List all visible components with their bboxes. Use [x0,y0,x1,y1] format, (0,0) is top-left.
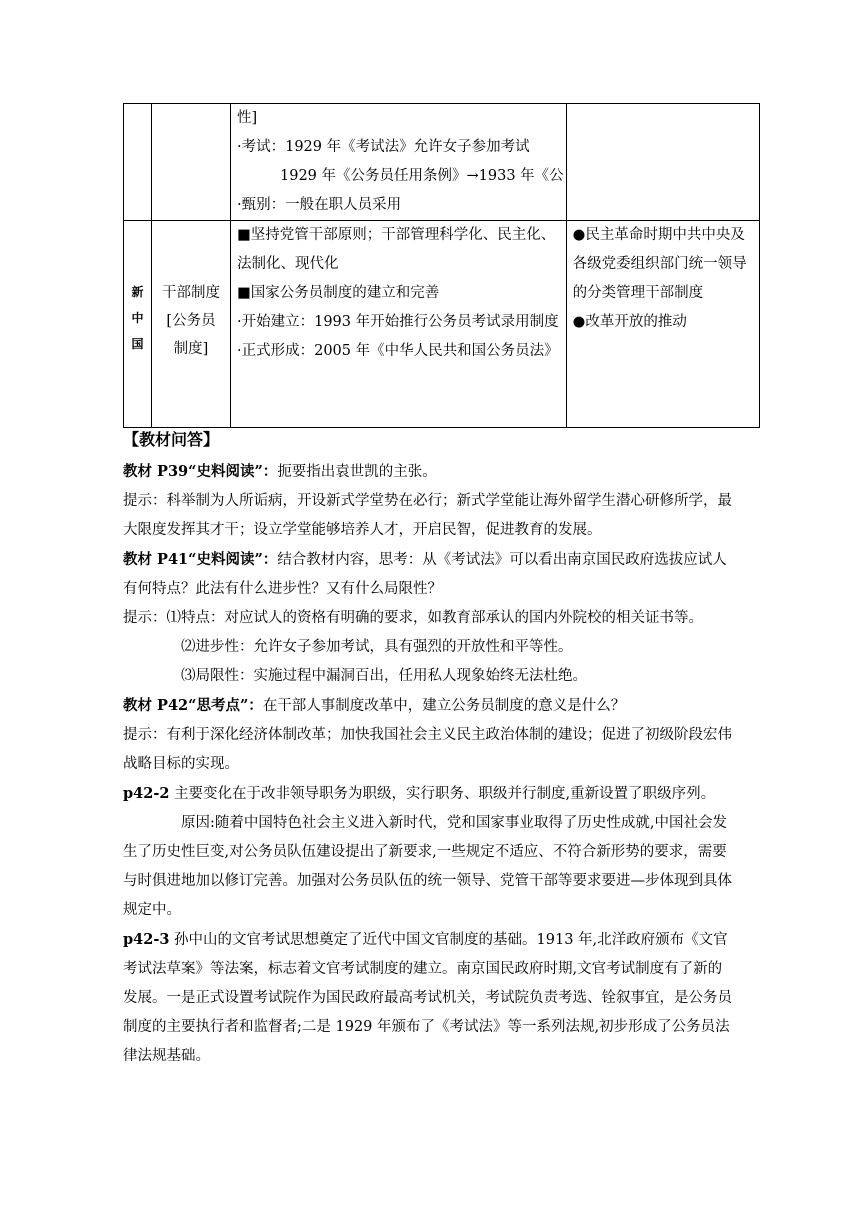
section-heading: 【教材问答】 [123,430,220,449]
question-text: 扼要指出袁世凯的主张。 [277,464,437,480]
table-text-line: 1929 年《公务员任用条例》→1933 年《公 [280,168,564,184]
question-text: 在干部人事制度改革中，建立公务员制度的意义是什么？ [262,698,626,714]
content-cell [231,104,567,221]
era-char: 中 [131,311,144,325]
comparison-table [123,103,760,428]
qa-answer: 提示：有利于深化经济体制改革；加快我国社会主义民主政治体制的建设；促进了初级阶段宏伟战略目标的实现。 [123,727,732,772]
question-label: 教材 P41“史料阅读”： [123,551,278,568]
table-text-line: ·甄别：一般在职人员采用 [237,197,402,213]
table-text-line: ·正式形成：2005 年《中华人民共和国公务员法》 [237,343,559,359]
table-row [124,221,760,428]
question-label: 教材 P42“思考点”： [123,697,263,714]
qa-question [123,691,735,721]
system-name-line: [公务员 [166,313,216,329]
table-text-line: ·考试：1929 年《考试法》允许女子参加考试 [237,139,530,155]
system-cell [152,221,231,428]
table-text-line: ·开始建立：1993 年开始推行公务员考试录用制度 [237,314,559,330]
p42-3-paragraph [123,925,735,1071]
factor-cell [566,104,759,221]
qa-question [123,457,735,487]
table-text-line: ●民主革命时期中共中央及各级党委组织部门统一领导的分类管理干部制度 [572,227,747,301]
paragraph-label: p42-2 [123,785,170,802]
table-text-line: ●改革开放的推动 [572,314,687,330]
table-text-line: 性] [237,110,258,126]
table-row [124,104,760,221]
table-text-line: ■坚持党管干部原则；干部管理科学化、民主化、法制化、现代化 [237,227,556,272]
factor-cell [566,221,759,428]
qa-question [123,545,735,604]
paragraph-text: 主要变化在于改非领导职务为职级，实行职务、职级并行制度,重新设置了职级序列。 [174,786,716,802]
era-cell [124,104,152,221]
era-char: 国 [131,337,144,351]
content-cell [231,221,567,428]
paragraph-label: p42-3 [123,931,170,948]
qa-answer: ⑶局限性：实施过程中漏洞百出，任用私人现象始终无法杜绝。 [181,668,587,684]
era-cell [124,221,152,428]
qa-answer: ⑵进步性：允许女子参加考试，具有强烈的开放性和平等性。 [181,639,573,655]
system-name-line: 干部制度 [162,285,220,301]
table-text-line: ■国家公务员制度的建立和完善 [237,285,440,301]
question-label: 教材 P39“史料阅读”： [123,463,278,480]
qa-answer: 提示：⑴特点：对应试人的资格有明确的要求，如教育部承认的国内外院校的相关证书等。 [123,610,703,626]
paragraph-text: 孙中山的文官考试思想奠定了近代中国文官制度的基础。1913 年,北洋政府颁布《文官考试法草案》等法案，标志着文官考试制度的建立。南京国民政府时期,文官考试制度有了新的发展。一是正式设置考试院作为国民政府最高考试机关，考试院负责考选、铨叙事宜，是公务员制度的主要执行者和监督者;二是 1929 年颁布了《考试法》等一系列法规,初步形成了公务员法律法规基础。 [123,932,732,1064]
system-cell [152,104,231,221]
era-char: 新 [131,285,144,299]
qa-answer: 提示：科举制为人所诟病，开设新式学堂势在必行；新式学堂能让海外留学生潜心研修所学，最大限度发挥其才干；设立学堂能够培养人才，开启民智，促进教育的发展。 [123,493,732,538]
system-name-line: 制度] [173,341,209,357]
p42-2-paragraph [123,779,735,809]
qa-section [123,427,735,1071]
reason-paragraph: 原因:随着中国特色社会主义进入新时代，党和国家事业取得了历史性成就,中国社会发生了历史性巨变,对公务员队伍建设提出了新要求,一些规定不适应、不符合新形势的要求，需要与时俱进地加以修订完善。加强对公务员队伍的统一领导、党管干部等要求要进—步体现到具体规定中。 [123,815,732,918]
question-text: 结合教材内容，思考：从《考试法》可以看出南京国民政府选拔应试人有何特点？此法有什么进步性？又有什么局限性？ [123,552,727,597]
